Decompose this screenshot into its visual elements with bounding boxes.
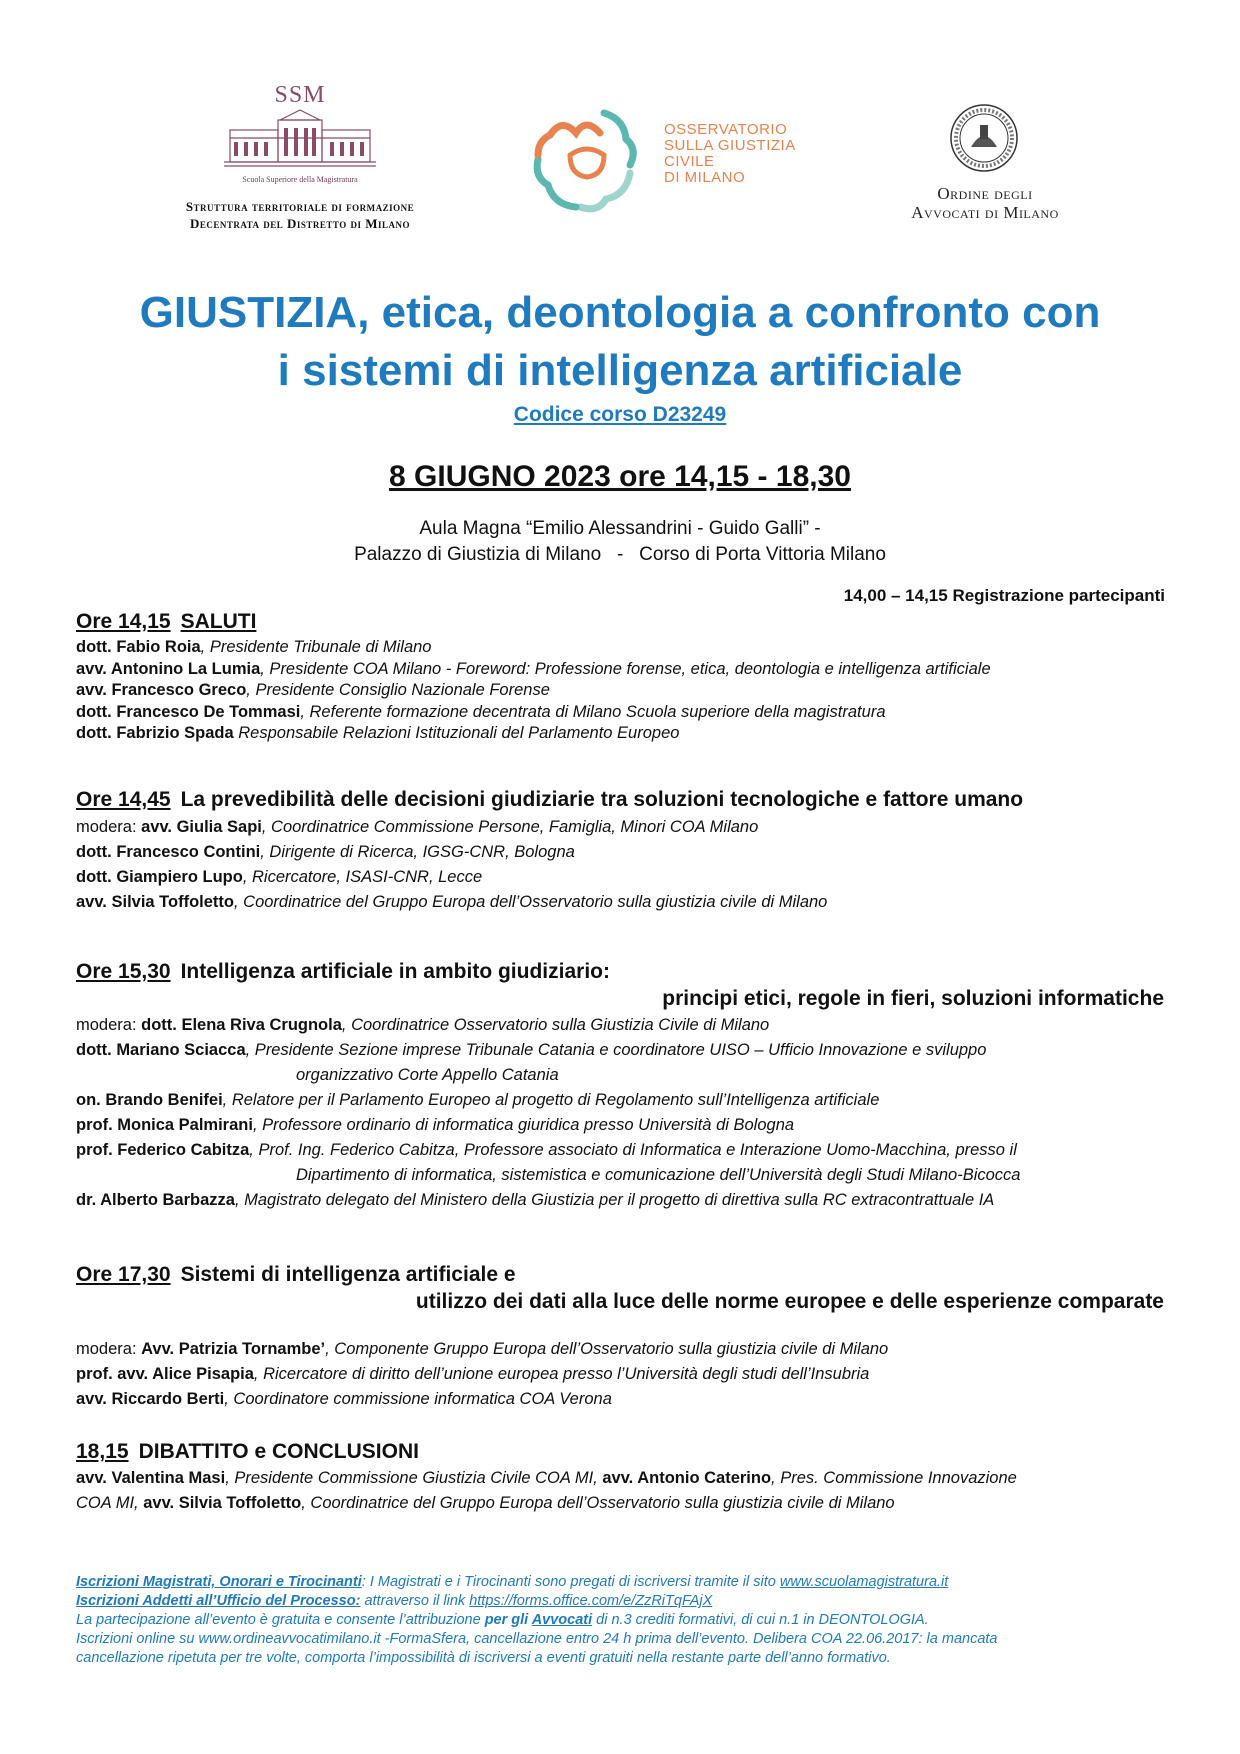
speaker-line-cont bbox=[76, 1063, 1020, 1088]
section-time: Ore 14,45 bbox=[76, 788, 171, 811]
footer-upp-label: Iscrizioni Addetti all’Ufficio del Processo: bbox=[76, 1593, 361, 1609]
speaker-role: COA MI, bbox=[76, 1494, 144, 1512]
speaker-role: , Presidente COA Milano - Foreword: Professione forense, etica, deontologia e intelligenza artificiale bbox=[260, 659, 991, 678]
section-dibattito-heading bbox=[76, 1440, 419, 1464]
footer-magistrati-label: Iscrizioni Magistrati, Onorari e Tirocinanti bbox=[76, 1574, 362, 1590]
speaker-line bbox=[76, 1491, 1017, 1516]
speaker-name: dott. Elena Riva Crugnola bbox=[141, 1016, 342, 1034]
speaker-role: , Ricercatore di diritto dell’unione europea presso l’Università degli studi dell’Insubria bbox=[253, 1365, 870, 1383]
speaker-line bbox=[76, 1188, 1020, 1213]
speaker-name: avv. Antonio Caterino bbox=[602, 1469, 772, 1487]
footer-text: : I Magistrati e i Tirocinanti sono pregati di iscriversi tramite il sito bbox=[361, 1574, 780, 1590]
ssm-mark: SSM bbox=[274, 82, 326, 108]
speaker-role: , Coordinatrice del Gruppo Europa dell’Osservatorio sulla giustizia civile di Milano bbox=[234, 893, 828, 911]
speaker-role: , Presidente Consiglio Nazionale Forense bbox=[246, 681, 550, 699]
ordine-text bbox=[880, 184, 1090, 222]
speaker-line bbox=[76, 680, 991, 702]
oss-line3: CIVILE bbox=[664, 153, 715, 170]
speaker-role: Responsabile Relazioni Istituzionali del Parlamento Europeo bbox=[233, 724, 680, 742]
speaker-role: , Referente formazione decentrata di Milano Scuola superiore della magistratura bbox=[300, 702, 886, 721]
speaker-role: organizzativo Corte Appello Catania bbox=[296, 1066, 559, 1084]
ssm-link[interactable]: www.scuolamagistratura.it bbox=[779, 1574, 949, 1590]
event-date: 8 GIUGNO 2023 ore 14,15 - 18,30 bbox=[389, 460, 851, 493]
section-ia-giudiziario-list bbox=[76, 1013, 1020, 1213]
speaker-role: , Relatore per il Parlamento Europeo al progetto di Regolamento sull’Intelligenza artificiale bbox=[222, 1091, 880, 1109]
speaker-name: prof. avv. Alice Pisapia bbox=[76, 1365, 254, 1383]
footer-text: attraverso il link bbox=[360, 1593, 470, 1609]
speaker-name: avv. Silvia Toffoletto bbox=[76, 893, 234, 911]
osservatorio-logo-icon bbox=[520, 95, 655, 230]
speaker-line bbox=[76, 702, 991, 724]
speaker-name: dr. Alberto Barbazza bbox=[76, 1191, 235, 1209]
speaker-name: dott. Mariano Sciacca bbox=[76, 1041, 246, 1059]
speaker-line bbox=[76, 1466, 1017, 1491]
speaker-name: avv. Silvia Toffoletto bbox=[143, 1494, 302, 1512]
speaker-line-cont bbox=[76, 1163, 1020, 1188]
speaker-line bbox=[76, 1088, 1020, 1113]
osservatorio-text bbox=[664, 122, 796, 186]
speaker-line bbox=[76, 659, 991, 681]
section-title: SALUTI bbox=[180, 610, 257, 633]
venue bbox=[0, 516, 1240, 568]
oss-line1: OSSERVATORIO bbox=[664, 121, 788, 138]
section-ia-giudiziario-heading bbox=[76, 960, 610, 984]
speaker-role: , Coordinatrice Commissione Persone, Famiglia, Minori COA Milano bbox=[261, 818, 759, 836]
footer-bold-underline: Avvocati bbox=[531, 1612, 593, 1628]
speaker-name: avv. Francesco Greco bbox=[76, 681, 247, 699]
speaker-role: , Magistrato delegato del Ministero della Giustizia per il progetto di direttiva sulla RC extracontrattuale IA bbox=[234, 1191, 995, 1209]
speaker-name: dott. Francesco De Tommasi bbox=[76, 702, 301, 721]
section-dibattito-list bbox=[76, 1466, 1017, 1516]
section-prevedibilita-list bbox=[76, 815, 827, 915]
speaker-role: , Ricercatore, ISASI-CNR, Lecce bbox=[242, 868, 483, 886]
speaker-role: , Presidente Sezione imprese Tribunale Catania e coordinatore UISO – Ufficio Innovazione e sviluppo bbox=[245, 1041, 987, 1059]
speaker-role: , Dirigente di Ricerca, IGSG-CNR, Bologna bbox=[260, 843, 575, 861]
speaker-role: , Coordinatrice Osservatorio sulla Giustizia Civile di Milano bbox=[341, 1016, 770, 1034]
section-dati-heading bbox=[76, 1263, 516, 1287]
ssm-caption: Scuola Superiore della Magistratura bbox=[242, 175, 358, 184]
speaker-name: on. Brando Benifei bbox=[76, 1091, 223, 1109]
footer-line bbox=[76, 1611, 1176, 1630]
speaker-name: avv. Giulia Sapi bbox=[141, 818, 262, 836]
speaker-role: , Coordinatrice del Gruppo Europa dell’Osservatorio sulla giustizia civile di Milano bbox=[301, 1494, 895, 1512]
ssm-logo bbox=[215, 82, 385, 184]
speaker-name: dott. Giampiero Lupo bbox=[76, 868, 243, 886]
speaker-name: dott. Francesco Contini bbox=[76, 843, 261, 861]
section-title: DIBATTITO e CONCLUSIONI bbox=[138, 1440, 419, 1463]
speaker-role: , Coordinatore commissione informatica COA Verona bbox=[224, 1390, 612, 1408]
speaker-role: , Componente Gruppo Europa dell’Osservatorio sulla giustizia civile di Milano bbox=[325, 1340, 889, 1358]
footer-line: Iscrizioni online su www.ordineavvocatimilano.it -FormaSfera, cancellazione entro 24 h prima dell’evento. Delibera COA 22.06.2017: la mancata bbox=[76, 1631, 998, 1647]
speaker-role: , Pres. Commissione Innovazione bbox=[771, 1469, 1017, 1487]
footer-line bbox=[76, 1592, 1176, 1611]
section-time: Ore 17,30 bbox=[76, 1263, 171, 1286]
title-line1: GIUSTIZIA, etica, deontologia a confronto con bbox=[139, 288, 1101, 337]
footer-text: La partecipazione all’evento è gratuita e consente l’attribuzione bbox=[76, 1612, 485, 1628]
section-time: Ore 15,30 bbox=[76, 960, 171, 983]
section-time: 18,15 bbox=[76, 1440, 129, 1463]
ssm-struct-line2: Decentrata del Distretto di Milano bbox=[189, 216, 411, 231]
section-time: Ore 14,15 bbox=[76, 610, 171, 633]
speaker-role: Dipartimento di informatica, sistemistica e comunicazione dell’Università degli Studi Milano-Bicocca bbox=[296, 1166, 1021, 1184]
ord-line1: Ordine degli bbox=[937, 184, 1033, 203]
moderator-label: modera: bbox=[76, 818, 142, 836]
ordine-seal-icon bbox=[949, 103, 1019, 173]
section-title: La prevedibilità delle decisioni giudiziarie tra soluzioni tecnologiche e fattore umano bbox=[180, 788, 1024, 811]
event-title bbox=[40, 284, 1200, 400]
section-prevedibilita-heading bbox=[76, 788, 1023, 812]
speaker-line bbox=[76, 1038, 1020, 1063]
speaker-role: , Prof. Ing. Federico Cabitza, Professore associato di Informatica e Interazione Uomo-Macchina, presso il bbox=[249, 1141, 1017, 1159]
footer-text: di n.3 crediti formativi, di cui n.1 in DEONTOLOGIA. bbox=[592, 1612, 929, 1628]
speaker-line bbox=[76, 865, 827, 890]
footer-bold: per gli bbox=[484, 1612, 532, 1628]
ssm-structure-text bbox=[130, 198, 470, 232]
speaker-line bbox=[76, 1113, 1020, 1138]
speaker-name: dott. Fabrizio Spada bbox=[76, 724, 234, 742]
speaker-line bbox=[76, 1013, 1020, 1038]
ssm-building-icon bbox=[220, 108, 380, 168]
ord-line2: Avvocati di Milano bbox=[911, 203, 1059, 222]
oss-line4: DI MILANO bbox=[664, 169, 746, 186]
ssm-struct-line1: Struttura territoriale di formazione bbox=[185, 199, 415, 214]
oss-line2: SULLA GIUSTIZIA bbox=[664, 137, 796, 154]
footer-info bbox=[76, 1573, 1176, 1668]
speaker-name: avv. Antonino La Lumia bbox=[76, 659, 261, 678]
section-dati-list bbox=[76, 1337, 888, 1412]
speaker-role: , Presidente Tribunale di Milano bbox=[200, 638, 432, 656]
speaker-name: dott. Fabio Roia bbox=[76, 638, 201, 656]
speaker-name: prof. Monica Palmirani bbox=[76, 1116, 253, 1134]
section-saluti-heading bbox=[76, 610, 256, 634]
forms-link[interactable]: https://forms.office.com/e/ZzRiTqFAjX bbox=[469, 1593, 713, 1609]
venue-line2: Palazzo di Giustizia di Milano - Corso di Porta Vittoria Milano bbox=[354, 544, 886, 565]
speaker-line bbox=[76, 840, 827, 865]
venue-line1: Aula Magna “Emilio Alessandrini - Guido Galli” - bbox=[419, 518, 821, 539]
speaker-name: prof. Federico Cabitza bbox=[76, 1141, 250, 1159]
speaker-line bbox=[76, 1337, 888, 1362]
speaker-line bbox=[76, 1387, 888, 1412]
section-ia-giudiziario-subtitle: principi etici, regole in fieri, soluzioni informatiche bbox=[662, 987, 1164, 1010]
speaker-role: , Professore ordinario di informatica giuridica presso Università di Bologna bbox=[252, 1116, 795, 1134]
section-title: Intelligenza artificiale in ambito giudiziario: bbox=[180, 960, 610, 983]
section-dati-subtitle: utilizzo dei dati alla luce delle norme europee e delle esperienze comparate bbox=[415, 1290, 1164, 1313]
section-title: Sistemi di intelligenza artificiale e bbox=[180, 1263, 516, 1286]
title-line2: i sistemi di intelligenza artificiale bbox=[277, 346, 963, 395]
section-saluti-list bbox=[76, 637, 991, 745]
registration-time: 14,00 – 14,15 Registrazione partecipanti bbox=[843, 586, 1165, 605]
footer-line bbox=[76, 1573, 1176, 1592]
speaker-line bbox=[76, 815, 827, 840]
speaker-line bbox=[76, 1362, 888, 1387]
speaker-role: , Presidente Commissione Giustizia Civile COA MI, bbox=[225, 1469, 603, 1487]
speaker-line bbox=[76, 637, 991, 659]
speaker-name: avv. Valentina Masi bbox=[76, 1469, 226, 1487]
speaker-name: avv. Riccardo Berti bbox=[76, 1390, 225, 1408]
speaker-line bbox=[76, 723, 991, 745]
moderator-label: modera: bbox=[76, 1016, 142, 1034]
speaker-name: Avv. Patrizia Tornambe’ bbox=[141, 1340, 326, 1358]
course-code: Codice corso D23249 bbox=[513, 403, 727, 426]
footer-line: cancellazione ripetuta per tre volte, comporta l’impossibilità di iscriversi a eventi gratuiti nella restante parte dell’anno formativo. bbox=[76, 1650, 891, 1666]
speaker-line bbox=[76, 1138, 1020, 1163]
speaker-line bbox=[76, 890, 827, 915]
moderator-label: modera: bbox=[76, 1340, 142, 1358]
